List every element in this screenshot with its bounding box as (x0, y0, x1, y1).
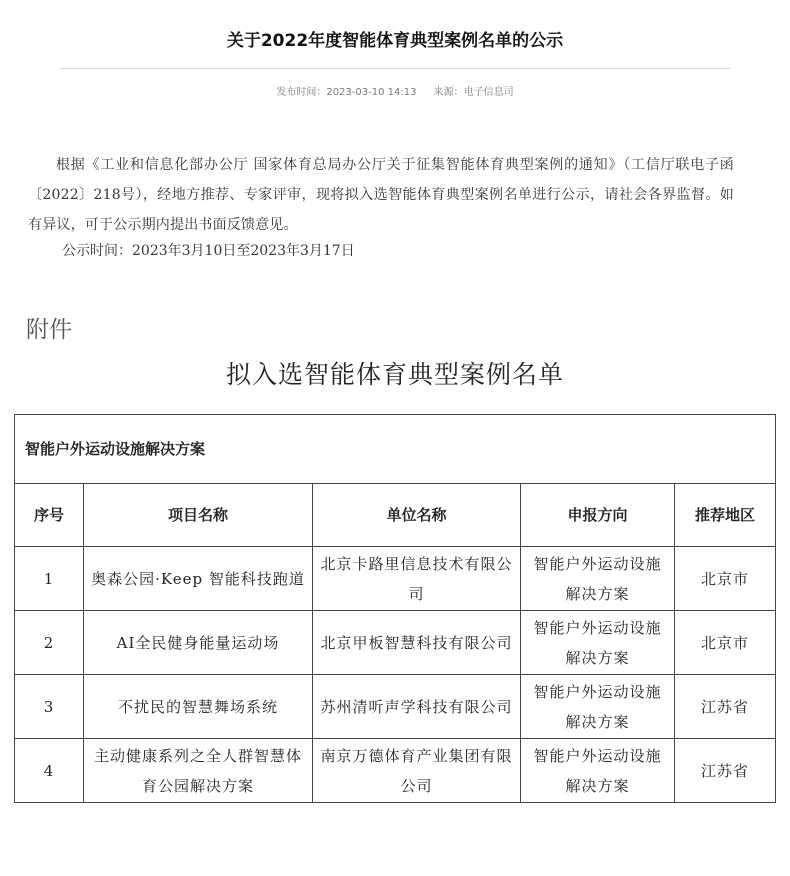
cell-unit: 北京卡路里信息技术有限公司 (313, 547, 521, 611)
category-row (15, 415, 776, 484)
article-body: 根据《工业和信息化部办公厅 国家体育总局办公厅关于征集智能体育典型案例的通知》（工信厅联电子函〔2022〕218号），经地方推荐、专家评审，现将拟入选智能体育典型案例名单进行公示，请社会各界监督。如有异议，可于公示期内提出书面反馈意见。 (28, 157, 734, 233)
publish-time: 发布时间：2023-03-10 14:13 (276, 87, 417, 98)
case-list-table (14, 414, 776, 803)
cell-region: 北京市 (675, 547, 776, 611)
table-row (15, 675, 776, 739)
header-region: 推荐地区 (675, 484, 776, 547)
cell-project: 主动健康系列之全人群智慧体育公园解决方案 (84, 739, 313, 803)
table-row (15, 611, 776, 675)
cell-unit: 北京甲板智慧科技有限公司 (313, 611, 521, 675)
title-divider (60, 68, 730, 69)
source: 来源：电子信息司 (433, 87, 514, 98)
cell-region: 北京市 (675, 611, 776, 675)
cell-direction: 智能户外运动设施解决方案 (521, 675, 675, 739)
cell-region: 江苏省 (675, 739, 776, 803)
table-row (15, 547, 776, 611)
attachment-label: 附件 (26, 317, 72, 343)
category-cell: 智能户外运动设施解决方案 (15, 415, 776, 484)
page-title: 关于2022年度智能体育典型案例名单的公示 (226, 31, 564, 51)
cell-direction: 智能户外运动设施解决方案 (521, 611, 675, 675)
cell-direction: 智能户外运动设施解决方案 (521, 547, 675, 611)
cell-direction: 智能户外运动设施解决方案 (521, 739, 675, 803)
list-title: 拟入选智能体育典型案例名单 (225, 360, 564, 389)
cell-project: AI全民健身能量运动场 (84, 611, 313, 675)
table-header-row (15, 484, 776, 547)
header-seq: 序号 (15, 484, 84, 547)
cell-project: 不扰民的智慧舞场系统 (84, 675, 313, 739)
cell-project: 奥森公园·Keep 智能科技跑道 (84, 547, 313, 611)
header-direction: 申报方向 (521, 484, 675, 547)
header-unit: 单位名称 (313, 484, 521, 547)
cell-unit: 南京万德体育产业集团有限公司 (313, 739, 521, 803)
cell-seq: 2 (15, 611, 84, 675)
table-row (15, 739, 776, 803)
cell-seq: 3 (15, 675, 84, 739)
header-project: 项目名称 (84, 484, 313, 547)
cell-unit: 苏州清听声学科技有限公司 (313, 675, 521, 739)
cell-seq: 4 (15, 739, 84, 803)
cell-region: 江苏省 (675, 675, 776, 739)
notice-time: 公示时间：2023年3月10日至2023年3月17日 (62, 243, 355, 259)
cell-seq: 1 (15, 547, 84, 611)
article-meta (0, 83, 790, 98)
